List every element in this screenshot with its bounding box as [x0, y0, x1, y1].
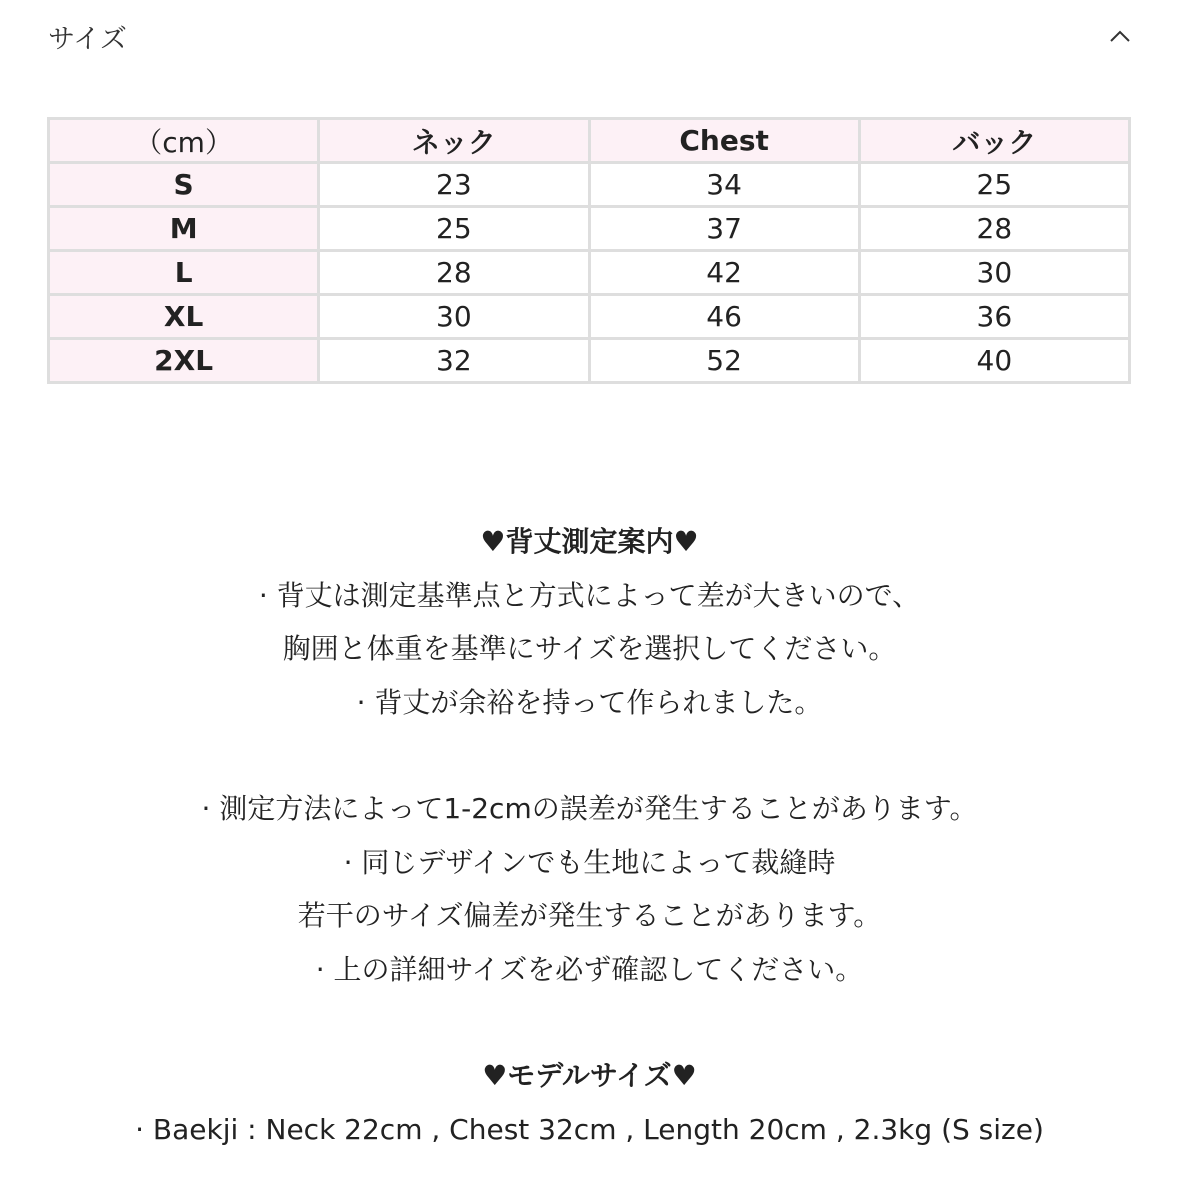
cell: 40 — [859, 339, 1129, 383]
header-chest: Chest — [589, 119, 859, 163]
cell: 30 — [319, 295, 589, 339]
note-line: · 上の詳細サイズを必ず確認してください。 — [315, 952, 864, 986]
cell: 25 — [319, 207, 589, 251]
cell: 46 — [589, 295, 859, 339]
size-label: M — [49, 207, 319, 251]
note-line: · 同じデザインでも生地によって裁縫時 — [343, 845, 836, 879]
note-line: · 背丈は測定基準点と方式によって差が大きいので、 — [258, 578, 921, 612]
cell: 34 — [589, 163, 859, 207]
model-line: · Baekji : Neck 22cm , Chest 32cm , Length 20cm , 2.3kg (S size) — [135, 1112, 1044, 1146]
header-neck: ネック — [319, 119, 589, 163]
note-line: · 背丈が余裕を持って作られました。 — [356, 685, 823, 719]
table-row — [49, 339, 1130, 383]
measure-title: ♥背丈測定案内♥ — [480, 525, 699, 558]
cell: 42 — [589, 251, 859, 295]
cell: 28 — [859, 207, 1129, 251]
chevron-up-icon[interactable] — [1109, 25, 1131, 47]
table-row — [49, 295, 1130, 339]
table-row — [49, 163, 1130, 207]
cell: 23 — [319, 163, 589, 207]
size-label: 2XL — [49, 339, 319, 383]
cell: 28 — [319, 251, 589, 295]
cell: 37 — [589, 207, 859, 251]
table-row — [49, 207, 1130, 251]
size-notes — [0, 515, 1179, 1156]
note-line: 胸囲と体重を基準にサイズを選択してください。 — [282, 632, 897, 665]
size-label: XL — [49, 295, 319, 339]
table-header-row — [49, 119, 1130, 163]
note-line: 若干のサイズ偏差が発生することがあります。 — [297, 899, 882, 932]
size-label: S — [49, 163, 319, 207]
cell: 52 — [589, 339, 859, 383]
header-unit: （cm） — [49, 119, 319, 163]
cell: 32 — [319, 339, 589, 383]
note-line: · 測定方法によって1-2cmの誤差が発生することがあります。 — [201, 792, 978, 825]
cell: 30 — [859, 251, 1129, 295]
model-title: ♥モデルサイズ♥ — [482, 1059, 697, 1092]
section-title: サイズ — [48, 23, 127, 55]
table-row — [49, 251, 1130, 295]
size-label: L — [49, 251, 319, 295]
size-section-header[interactable] — [48, 14, 1131, 58]
cell: 36 — [859, 295, 1129, 339]
size-table — [47, 117, 1131, 384]
header-back: バック — [859, 119, 1129, 163]
cell: 25 — [859, 163, 1129, 207]
